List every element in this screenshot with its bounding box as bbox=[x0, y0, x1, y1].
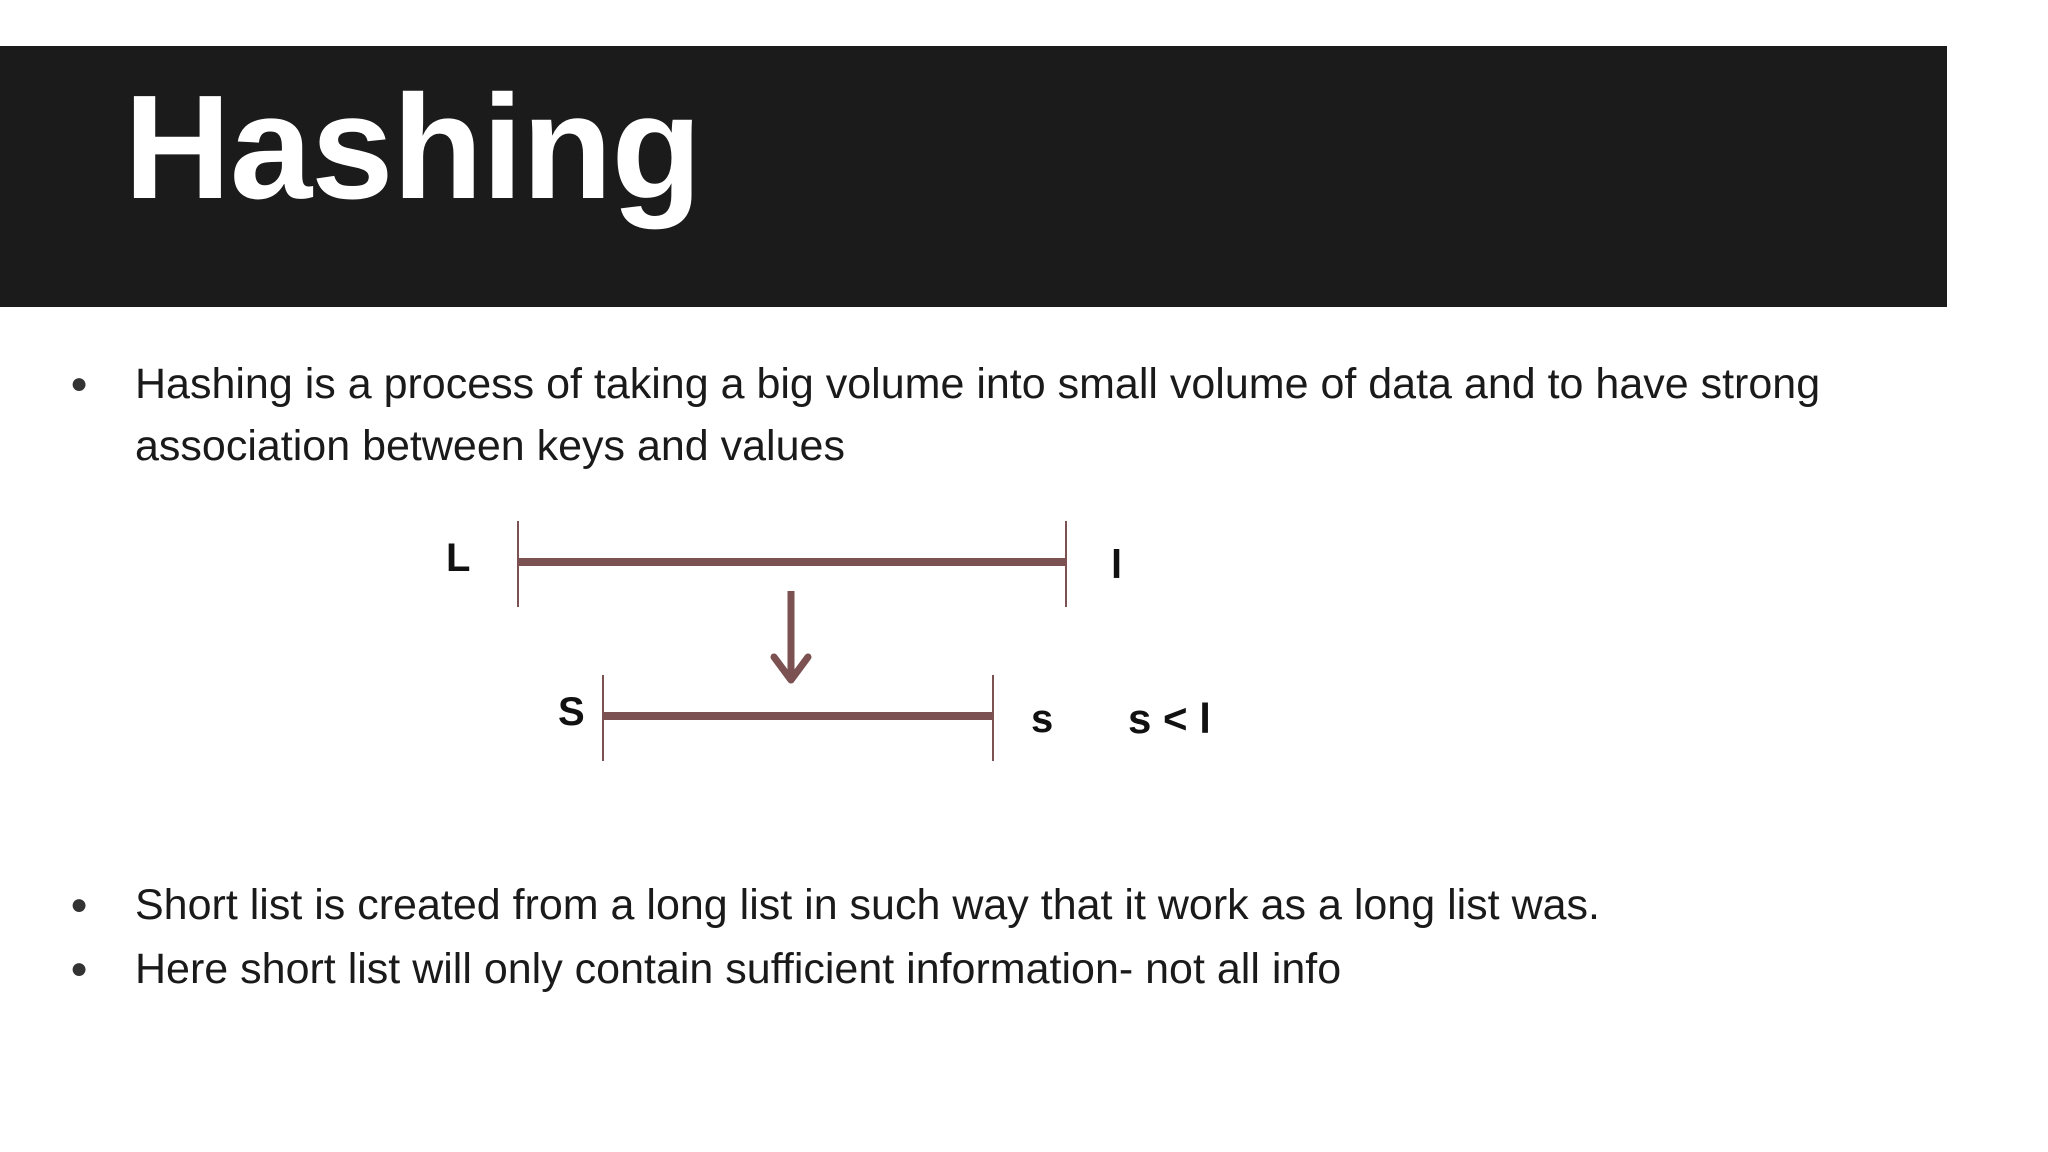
bullet-item bbox=[0, 353, 1947, 477]
bullet-icon: ● bbox=[70, 888, 89, 921]
bullet-icon: ● bbox=[70, 952, 89, 985]
long-start-label: L bbox=[446, 536, 471, 580]
bullet-text: Hashing is a process of taking a big volume into small volume of data and to have strong association between keys and values bbox=[135, 360, 1821, 470]
bullet-text: Here short list will only contain sufficient information- not all info bbox=[135, 945, 1342, 993]
relation-label: s < l bbox=[1128, 695, 1211, 742]
slide-title: Hashing bbox=[124, 65, 701, 230]
short-end-label: s bbox=[1031, 697, 1054, 741]
bullet-item bbox=[0, 938, 1947, 1000]
bullet-icon: ● bbox=[70, 367, 89, 400]
bullet-text: Short list is created from a long list in such way that it work as a long list was. bbox=[135, 881, 1600, 929]
short-start-label: S bbox=[558, 690, 585, 734]
arrow-down-icon bbox=[774, 657, 808, 680]
long-end-label: l bbox=[1111, 543, 1123, 587]
bullet-item bbox=[0, 874, 1947, 936]
